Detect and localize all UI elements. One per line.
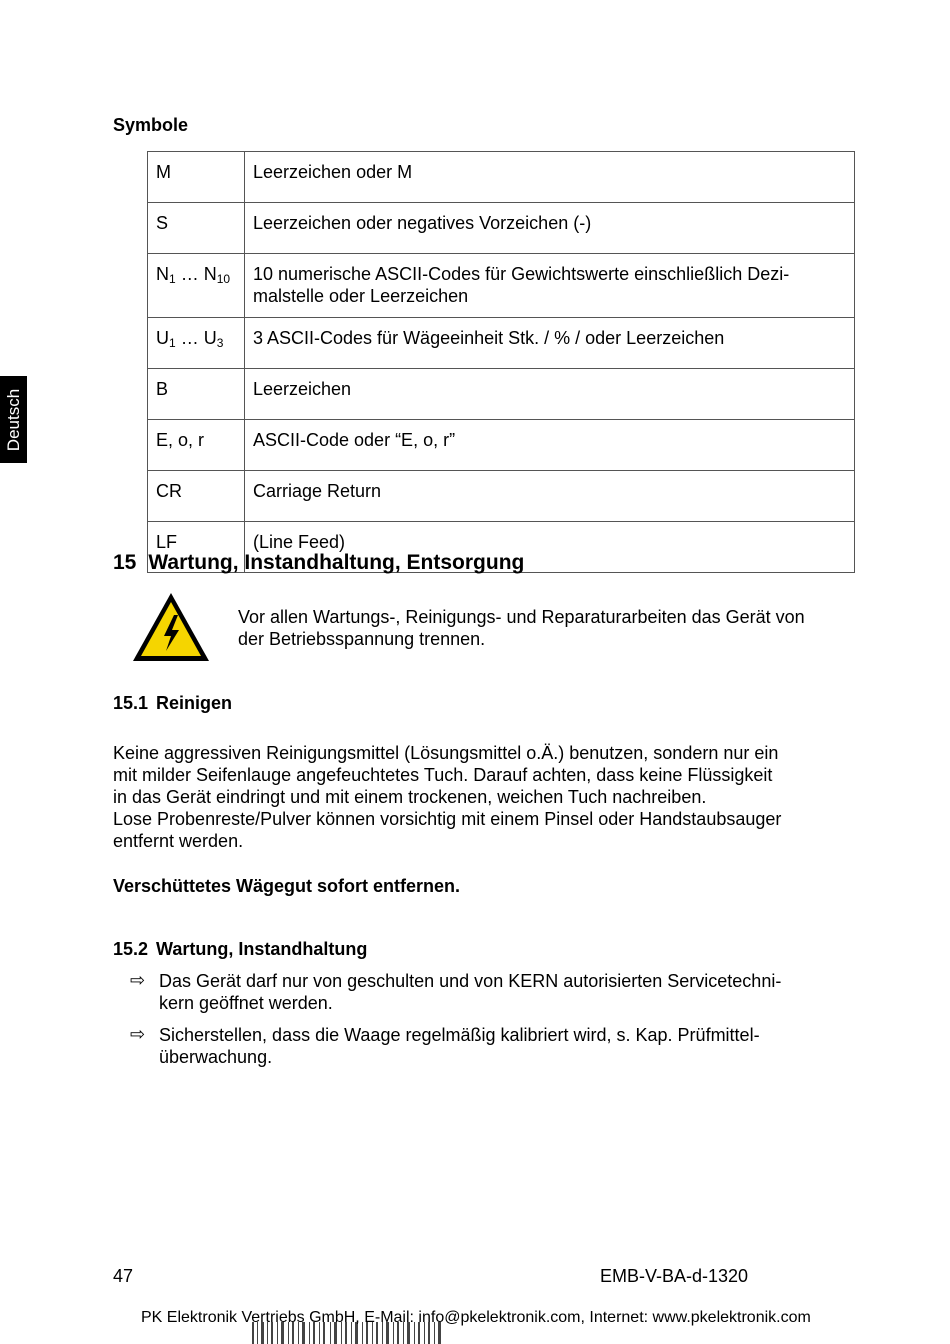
symbols-table	[147, 151, 855, 573]
cleaning-paragraph: Keine aggressiven Reinigungsmittel (Lösungsmittel o.Ä.) benutzen, sondern nur ein mit milder Seifenlauge angefeuchtetes Tuch. Darauf achten, dass keine Flüssigkeit in das Gerät eindringt und mit einem trockenen, weichen Tuch nachreiben. Lose Probenreste/Pulver können vorsichtig mit einem Pinsel oder Handstaubsauger entfernt werden.	[113, 743, 782, 851]
company-contact-line: PK Elektronik Vertriebs GmbH, E-Mail: info@pkelektronik.com, Internet: www.pkelektronik.com	[141, 1309, 811, 1326]
symbols-heading: Symbole	[113, 115, 189, 135]
table-row	[148, 318, 855, 369]
section-title: Reinigen	[156, 693, 233, 713]
high-voltage-warning-icon	[131, 591, 211, 663]
description-cell: Carriage Return	[245, 471, 855, 522]
section-15-2-heading	[113, 939, 367, 960]
table-row	[148, 152, 855, 203]
table-row	[148, 203, 855, 254]
section-15-1-heading	[113, 693, 232, 714]
description-cell: 10 numerische ASCII-Codes für Gewichtswerte einschließlich Dezi- malstelle oder Leerzeichen	[245, 254, 855, 318]
warning-text: Vor allen Wartungs-, Reinigungs- und Reparaturarbeiten das Gerät von der Betriebsspannung trennen.	[238, 607, 805, 649]
symbol-cell: $N_1$ … $N_{10}$	[148, 254, 245, 318]
section-number: 15	[113, 551, 137, 574]
description-cell: Leerzeichen	[245, 369, 855, 420]
description-cell: Leerzeichen oder negatives Vorzeichen (-)	[245, 203, 855, 254]
section-number: 15.2	[113, 939, 149, 959]
symbol-cell: S	[148, 203, 245, 254]
list-item: ⇨ Das Gerät darf nur von geschulten und von KERN autorisierten Servicetechni- kern geöffnet werden.	[130, 970, 782, 1013]
list-item: ⇨ Sicherstellen, dass die Waage regelmäßig kalibriert wird, s. Kap. Prüfmittel- überwachung.	[130, 1024, 760, 1067]
table-row	[148, 471, 855, 522]
language-side-tab	[0, 376, 27, 463]
symbol-cell: E, o, r	[148, 420, 245, 471]
symbol-cell: CR	[148, 471, 245, 522]
description-cell: 3 ASCII-Codes für Wägeeinheit Stk. / % / oder Leerzeichen	[245, 318, 855, 369]
language-side-tab-label: Deutsch	[3, 388, 23, 451]
page-number: 47	[113, 1266, 134, 1286]
section-number: 15.1	[113, 693, 149, 713]
section-15-heading	[113, 551, 524, 575]
description-cell: ASCII-Code oder “E, o, r”	[245, 420, 855, 471]
table-row	[148, 369, 855, 420]
symbol-cell: B	[148, 369, 245, 420]
table-row	[148, 254, 855, 318]
symbol-cell: $U_1$ … $U_3$	[148, 318, 245, 369]
section-title: Wartung, Instandhaltung, Entsorgung	[148, 551, 525, 574]
description-cell: (Line Feed)	[245, 522, 855, 573]
symbol-cell: LF	[148, 522, 245, 573]
description-cell: Leerzeichen oder M	[245, 152, 855, 203]
table-row	[148, 420, 855, 471]
section-title: Wartung, Instandhaltung	[156, 939, 368, 959]
document-code: EMB-V-BA-d-1320	[600, 1266, 749, 1286]
symbol-cell: M	[148, 152, 245, 203]
spill-warning-note: Verschüttetes Wägegut sofort entfernen.	[113, 876, 461, 896]
arrow-bullet-icon: ⇨	[130, 1024, 146, 1044]
arrow-bullet-icon: ⇨	[130, 970, 146, 990]
